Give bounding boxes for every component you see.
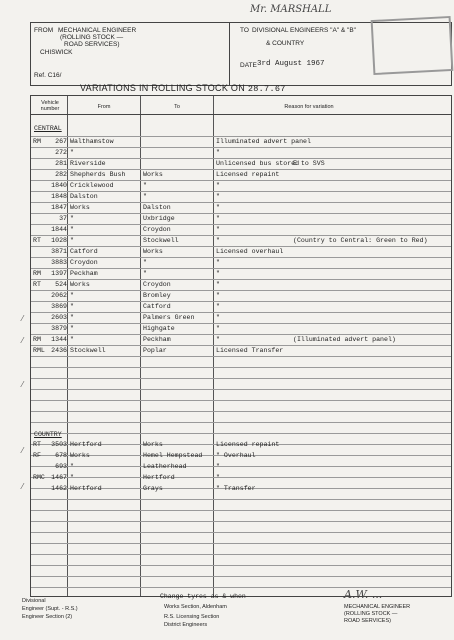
vehicle-class: RF xyxy=(33,452,41,459)
vehicle-number: 37 xyxy=(59,215,67,222)
from-cell: " xyxy=(70,226,74,233)
to-cell: " xyxy=(143,259,147,266)
row-rule xyxy=(31,400,451,401)
reason-cell: Licensed repaint xyxy=(216,441,280,448)
from-cell: Shepherds Bush xyxy=(70,171,126,178)
from-cell: " xyxy=(70,336,74,343)
reason-cell: " xyxy=(216,463,220,470)
from-cell: Cricklewood xyxy=(70,182,114,189)
margin-tick: ⁄ xyxy=(22,482,24,491)
to-cell: Grays xyxy=(143,485,163,492)
from-cell: Stockwell xyxy=(70,347,106,354)
row-rule xyxy=(31,367,451,368)
vehicle-class: RM xyxy=(33,138,41,145)
row-rule xyxy=(31,587,451,588)
reason-cell: " xyxy=(216,474,220,481)
ref-label: Ref. C16/ xyxy=(34,72,62,79)
reason-cell: " xyxy=(216,270,220,277)
to-cell: Uxbridge xyxy=(143,215,175,222)
vehicle-number: 1840 xyxy=(51,182,67,189)
from-cell: Dalston xyxy=(70,193,98,200)
from-cell: Works xyxy=(70,204,90,211)
footer-mid-2: R.S. Licensing Section xyxy=(164,614,220,620)
footer-note: Change tyres as & when xyxy=(160,593,246,600)
row-rule xyxy=(31,576,451,577)
margin-tick: ⁄ xyxy=(22,446,24,455)
to-cell: Poplar xyxy=(143,347,167,354)
to-cell: Croydon xyxy=(143,281,171,288)
from-cell: " xyxy=(70,292,74,299)
table-row xyxy=(31,334,451,345)
vehicle-number: 2603 xyxy=(51,314,67,321)
from-line-2: (ROLLING STOCK — xyxy=(60,34,124,41)
row-rule xyxy=(31,422,451,423)
from-cell: Works xyxy=(70,452,90,459)
note-cell: E to SVS xyxy=(293,160,325,167)
vehicle-number: 3871 xyxy=(51,248,67,255)
to-cell: Works xyxy=(143,171,163,178)
from-cell: Works xyxy=(70,281,90,288)
from-line-4: CHISWICK xyxy=(40,49,73,56)
to-line-2: & COUNTRY xyxy=(266,40,305,47)
vehicle-number: 2062 xyxy=(51,292,67,299)
title-text: VARIATIONS IN ROLLING STOCK ON xyxy=(80,83,246,93)
col-head-to: To xyxy=(174,104,180,110)
from-cell: " xyxy=(70,237,74,244)
from-cell: " xyxy=(70,149,74,156)
from-cell: Catford xyxy=(70,248,98,255)
row-rule xyxy=(31,411,451,412)
row-rule xyxy=(31,389,451,390)
vehicle-number: 524 xyxy=(55,281,67,288)
reason-cell: " xyxy=(216,193,220,200)
table-row xyxy=(31,461,451,472)
from-cell: Riverside xyxy=(70,160,106,167)
title-date: 28.7.67 xyxy=(247,84,286,94)
from-cell: Hertford xyxy=(70,485,102,492)
from-cell: Walthamstow xyxy=(70,138,114,145)
vehicle-number: 272 xyxy=(55,149,67,156)
vehicle-class: RM xyxy=(33,270,41,277)
table-row xyxy=(31,472,451,483)
table-row xyxy=(31,439,451,450)
reason-cell: " xyxy=(216,226,220,233)
vehicle-number: 1844 xyxy=(51,226,67,233)
table-row xyxy=(31,191,451,202)
to-cell: Works xyxy=(143,248,163,255)
reason-cell: " Transfer xyxy=(216,485,256,492)
from-cell: Croydon xyxy=(70,259,98,266)
to-cell: Leatherhead xyxy=(143,463,187,470)
table-row xyxy=(31,345,451,356)
handwriting-top: Mr. MARSHALL xyxy=(250,4,332,15)
row-rule xyxy=(31,499,451,500)
table-row xyxy=(31,246,451,257)
to-cell: Hertford xyxy=(143,474,175,481)
vehicle-number: 693 xyxy=(55,463,67,470)
row-rule xyxy=(31,565,451,566)
vehicle-number: 1467 xyxy=(51,474,67,481)
table-row xyxy=(31,202,451,213)
variations-table xyxy=(30,95,452,597)
reason-cell: " xyxy=(216,204,220,211)
from-cell: " xyxy=(70,314,74,321)
from-cell: " xyxy=(70,325,74,332)
vehicle-number: 2436 xyxy=(51,347,67,354)
reason-cell: " xyxy=(216,314,220,321)
vehicle-number: 1344 xyxy=(51,336,67,343)
table-row xyxy=(31,312,451,323)
from-line-1: MECHANICAL ENGINEER xyxy=(58,27,137,34)
note-cell: (Country to Central: Green to Red) xyxy=(293,237,428,244)
reason-cell: " xyxy=(216,237,220,244)
table-row xyxy=(31,279,451,290)
vehicle-class: RM xyxy=(33,336,41,343)
reason-cell: " xyxy=(216,292,220,299)
reason-cell: " xyxy=(216,182,220,189)
vehicle-number: 267 xyxy=(55,138,67,145)
footer-left-1: Divisional xyxy=(22,598,46,604)
document-title xyxy=(80,83,286,94)
to-cell: Peckham xyxy=(143,336,171,343)
to-cell: Highgate xyxy=(143,325,175,332)
reason-cell: " xyxy=(216,336,220,343)
row-rule xyxy=(31,356,451,357)
to-cell: Stockwell xyxy=(143,237,179,244)
reason-cell: Illuminated advert panel xyxy=(216,138,311,145)
vehicle-number: 3883 xyxy=(51,259,67,266)
row-rule xyxy=(31,378,451,379)
reason-cell: " xyxy=(216,215,220,222)
footer-left-2: Engineer (Supt. - R.S.) xyxy=(22,606,78,612)
col-head-reason: Reason for variation xyxy=(284,104,334,110)
table-row xyxy=(31,169,451,180)
to-cell: Bromley xyxy=(143,292,171,299)
to-cell: Croydon xyxy=(143,226,171,233)
from-cell: " xyxy=(70,474,74,481)
row-rule xyxy=(31,554,451,555)
row-rule xyxy=(31,521,451,522)
vehicle-number: 1028 xyxy=(51,237,67,244)
reason-cell: " xyxy=(216,303,220,310)
footer-mid-1: Works Section, Aldenham xyxy=(164,604,227,610)
vehicle-number: 3879 xyxy=(51,325,67,332)
footer-right-2: (ROLLING STOCK — xyxy=(344,611,398,617)
reason-cell: " xyxy=(216,259,220,266)
section-country: COUNTRY xyxy=(34,431,62,438)
margin-tick: ⁄ xyxy=(22,336,24,345)
from-cell: " xyxy=(70,215,74,222)
table-row xyxy=(31,301,451,312)
col-head-vehicle: Vehicle number xyxy=(40,100,60,112)
row-rule xyxy=(31,433,451,434)
vehicle-class: RT xyxy=(33,237,41,244)
table-row xyxy=(31,213,451,224)
table-row xyxy=(31,290,451,301)
vehicle-number: 1848 xyxy=(51,193,67,200)
to-label: TO xyxy=(240,27,249,34)
vehicle-class: RT xyxy=(33,441,41,448)
reason-cell: " Overhaul xyxy=(216,452,256,459)
from-cell: Peckham xyxy=(70,270,98,277)
table-row xyxy=(31,450,451,461)
from-cell: " xyxy=(70,463,74,470)
table-row xyxy=(31,268,451,279)
reason-cell: " xyxy=(216,281,220,288)
reason-cell: " xyxy=(216,325,220,332)
reason-cell: Unlicensed bus stored xyxy=(216,160,300,167)
vehicle-number: 1462 xyxy=(51,485,67,492)
received-stamp xyxy=(371,16,454,75)
footer-right-3: ROAD SERVICES) xyxy=(344,618,391,624)
reason-cell: Licensed repaint xyxy=(216,171,280,178)
vehicle-number: 3503 xyxy=(51,441,67,448)
vehicle-number: 282 xyxy=(55,171,67,178)
vehicle-number: 1397 xyxy=(51,270,67,277)
from-cell: " xyxy=(70,303,74,310)
date-label: DATE xyxy=(240,62,257,69)
to-cell: " xyxy=(143,270,147,277)
vehicle-number: 678 xyxy=(55,452,67,459)
reason-cell: " xyxy=(216,149,220,156)
header-rule xyxy=(31,114,451,115)
table-row xyxy=(31,483,451,494)
vehicle-number: 281 xyxy=(55,160,67,167)
margin-tick: ⁄ xyxy=(22,314,24,323)
from-cell: Hertford xyxy=(70,441,102,448)
header-divider xyxy=(229,23,230,85)
table-row xyxy=(31,158,451,169)
note-cell: (Illuminated advert panel) xyxy=(293,336,396,343)
table-row xyxy=(31,180,451,191)
from-line-3: ROAD SERVICES) xyxy=(64,41,120,48)
vehicle-class: RMC xyxy=(33,474,45,481)
footer-mid-3: District Engineers xyxy=(164,622,208,628)
to-cell: " xyxy=(143,193,147,200)
vehicle-number: 3869 xyxy=(51,303,67,310)
table-row xyxy=(31,235,451,246)
table-row xyxy=(31,147,451,158)
reason-cell: Licensed Transfer xyxy=(216,347,284,354)
table-row xyxy=(31,224,451,235)
table-row xyxy=(31,257,451,268)
row-rule xyxy=(31,532,451,533)
to-cell: Dalston xyxy=(143,204,171,211)
vehicle-class: RT xyxy=(33,281,41,288)
to-cell: Catford xyxy=(143,303,171,310)
table-row xyxy=(31,323,451,334)
row-rule xyxy=(31,510,451,511)
row-rule xyxy=(31,543,451,544)
footer-left-3: Engineer Section (2) xyxy=(22,614,73,620)
section-central: CENTRAL xyxy=(34,125,62,132)
to-line-1: DIVISIONAL ENGINEERS "A" & "B" xyxy=(252,27,356,34)
reason-cell: Licensed overhaul xyxy=(216,248,284,255)
vehicle-class: RML xyxy=(33,347,45,354)
date-value: 3rd August 1967 xyxy=(257,60,325,68)
signature: A.W. ... xyxy=(344,588,383,601)
vehicle-number: 1847 xyxy=(51,204,67,211)
footer-right-1: MECHANICAL ENGINEER xyxy=(344,604,411,610)
from-label: FROM xyxy=(34,27,54,34)
margin-tick: ⁄ xyxy=(22,380,24,389)
to-cell: Hemel Hempstead xyxy=(143,452,203,459)
col-head-from: From xyxy=(97,104,111,110)
to-cell: Palmers Green xyxy=(143,314,195,321)
to-cell: " xyxy=(143,182,147,189)
to-cell: Works xyxy=(143,441,163,448)
table-row xyxy=(31,136,451,147)
